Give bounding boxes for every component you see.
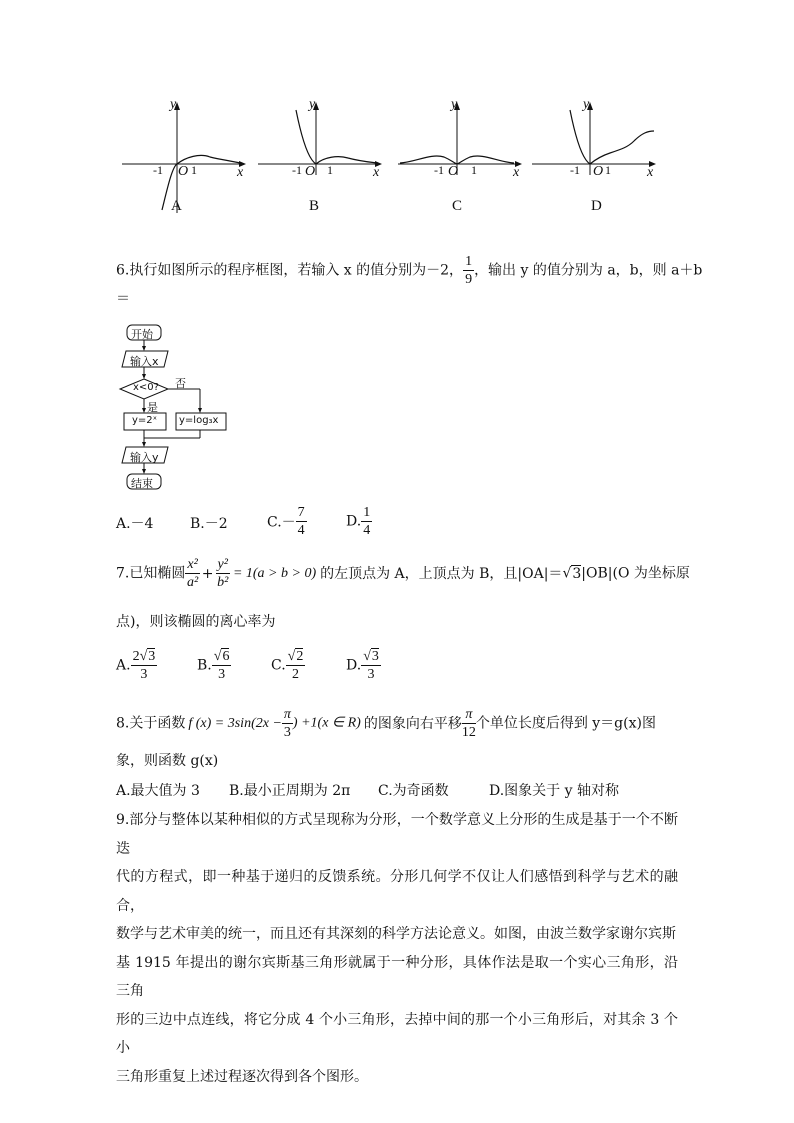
graph-a-plot [120,95,250,220]
q7-option-a-coef: 2 [132,649,140,664]
x-axis-label: x [513,165,520,180]
q7-option-a-frac: $\frac{2√3}{3}$ [132,649,156,682]
q9-line: 代的方程式，即一种基于递归的反馈系统。分形几何学不仅让人们感悟到科学与艺术的融合， [116,869,678,914]
q6-option-c-den: 4 [297,523,305,538]
q7-sqrt3: 3 [572,565,582,582]
q6-flowchart [112,320,242,500]
q6-stem-line2: ＝ [116,291,130,307]
q8-frac-pi12 [462,706,476,741]
graph-label: B [309,198,320,214]
q9-line: 形的三边中点连线，将它分成 4 个小三角形，去掉中间的那一个小三角形后，对其余 3 个小 [116,1011,678,1056]
q7-condition: = 1(a > b > 0) [232,565,317,581]
neg-tick: -1 [434,163,444,177]
q6-option-d-num: 1 [363,505,371,520]
flow-right-box: y=log₃x [179,415,219,426]
q9-paragraph [116,806,678,1091]
q7-option-c-rad: 2 [296,649,304,664]
q7-option-c-den: 2 [292,667,300,682]
flow-condition: x<0? [133,382,159,393]
q6-option-c-prefix: C.－ [267,514,296,531]
q9-line: 9.部分与整体以某种相似的方式呈现称为分形，一个数学意义上分形的生成是基于一个不断迭 [116,812,678,857]
q6-option-a: A.－4 [116,516,154,532]
q7-stem: 7.已知椭圆 $\frac{\text{x²}}{\text{a²}}$ + $\frac{\text{y²}}{\text{b²}}$ = 1(a > b > 0) 的左顶点为 A，上顶点为 B，且|OA|＝√3|OB|(O 为坐标原 [116,557,690,590]
q6-text-after: ，输出 y 的值分别为 a，b，则 a＋b [474,262,703,279]
pos-tick: 1 [471,163,477,177]
q8-stem-line2: 象，则函数 g(x) [116,753,219,769]
q7-option-b-frac: $\frac{√6}{3}$ [213,649,230,682]
graph-a [120,95,250,220]
pos-tick: 1 [605,163,611,177]
q8-option-d: D.图象关于 y 轴对称 [489,783,619,799]
q9-line: 基 1915 年提出的谢尔宾斯基三角形就属于一种分形，具体作法是取一个实心三角形，沿三角 [116,954,678,999]
graph-c [396,95,526,220]
q7-tail: |OB|(O 为坐标原 [581,565,690,582]
q7-x2: x² [187,557,198,572]
q8-pi-2: π [462,706,476,724]
q7-a2: a² [186,575,199,590]
graph-label: A [171,198,182,214]
q6-text-before: 6.执行如图所示的程序框图，若输入 x 的值分别为－2， [116,262,464,279]
q8-frac-pi3 [282,706,293,741]
q7-option-d-prefix: D. [346,657,362,674]
q6-option-c [267,504,307,539]
origin-label: O [448,164,459,179]
q7-option-d-den: 3 [367,667,375,682]
graph-b [256,95,386,220]
q8-three: 3 [283,725,291,740]
flow-yes-label: 是 [147,401,158,414]
q7-option-b-rad: 6 [222,649,230,664]
flowchart-lines [112,320,242,500]
graph-d [530,95,660,220]
graph-label: D [591,198,602,214]
q7-option-d [346,648,381,683]
flow-input: 输入x [130,355,159,368]
q7-frac-y [216,556,230,591]
q7-b2: b² [217,575,229,590]
q7-option-a-prefix: A. [116,657,131,674]
x-axis-label: x [647,165,654,180]
flow-start: 开始 [131,328,153,341]
q6-option-b: B.－2 [190,516,228,532]
q7-prefix: 7.已知椭圆 [116,565,186,582]
q7-option-a-den: 3 [140,667,148,682]
q7-option-d-frac: $\frac{√3}{3}$ [363,649,379,682]
q7-option-b [197,648,231,683]
neg-tick: -1 [570,163,580,177]
y-axis-label: y [451,97,458,112]
q8-prefix: 8.关于函数 [116,715,186,732]
q8-func-a: f (x) = 3sin(2x − [188,715,282,731]
q7-mid: 的左顶点为 A，上顶点为 B，且|OA|＝ [320,565,563,582]
origin-label: O [593,164,604,179]
q7-stem-line2: 点)，则该椭圆的离心率为 [116,614,276,630]
q8-option-a: A.最大值为 3 [116,783,200,799]
q7-option-b-den: 3 [218,667,226,682]
q9-line: 三角形重复上述过程逐次得到各个图形。 [116,1068,368,1085]
q8-stem [116,706,656,741]
q6-option-d-prefix: D. [346,513,362,530]
flow-output: 输入y [130,451,159,464]
q7-option-c [271,648,305,683]
pos-tick: 1 [327,163,333,177]
q8-option-b: B.最小正周期为 2π [229,783,351,799]
q7-option-c-prefix: C. [271,657,286,674]
q7-plus: + [201,565,214,582]
pos-tick: 1 [191,163,197,177]
neg-tick: -1 [153,163,163,177]
q6-option-d [346,504,372,539]
q7-option-b-prefix: B. [197,657,212,674]
q6-stem [116,253,702,288]
q7-y2: y² [217,557,228,572]
q6-fraction [463,253,474,288]
q8-mid: 的图象向右平移 [363,715,462,732]
q6-option-d-frac [361,504,372,539]
x-axis-label: x [237,165,244,180]
graph-label: C [452,198,463,214]
neg-tick: -1 [292,163,302,177]
flow-no-label: 否 [175,377,186,390]
origin-label: O [178,164,189,179]
q6-option-d-den: 4 [363,523,371,538]
x-axis-label: x [373,165,380,180]
origin-label: O [305,164,316,179]
q6-frac-den: 9 [465,272,473,287]
q8-func-b: ) +1(x ∈ R) [292,715,361,731]
q8-tail: 个单位长度后得到 y＝g(x)图 [475,715,656,732]
q6-option-c-frac [296,504,307,539]
q7-frac-x [185,556,199,591]
q6-frac-num: 1 [465,254,473,269]
q8-pi: π [283,707,291,722]
flow-left-box: y=2ˣ [132,415,158,426]
q9-line: 数学与艺术审美的统一，而且还有其深刻的科学方法论意义。如图，由波兰数学家谢尔宾斯 [116,926,676,942]
q7-option-c-frac: $\frac{√2}{2}$ [287,649,304,682]
y-axis-label: y [583,97,590,112]
q7-option-a-rad: 3 [148,649,156,664]
q7-option-d-rad: 3 [371,649,379,664]
flow-end: 结束 [131,477,153,490]
y-axis-label: y [170,97,177,112]
q8-option-c: C.为奇函数 [378,783,449,799]
q7-option-a [116,648,157,683]
q8-twelve: 12 [461,725,476,740]
graph-b-plot [256,95,386,220]
y-axis-label: y [309,97,316,112]
q6-option-c-num: 7 [297,505,305,520]
